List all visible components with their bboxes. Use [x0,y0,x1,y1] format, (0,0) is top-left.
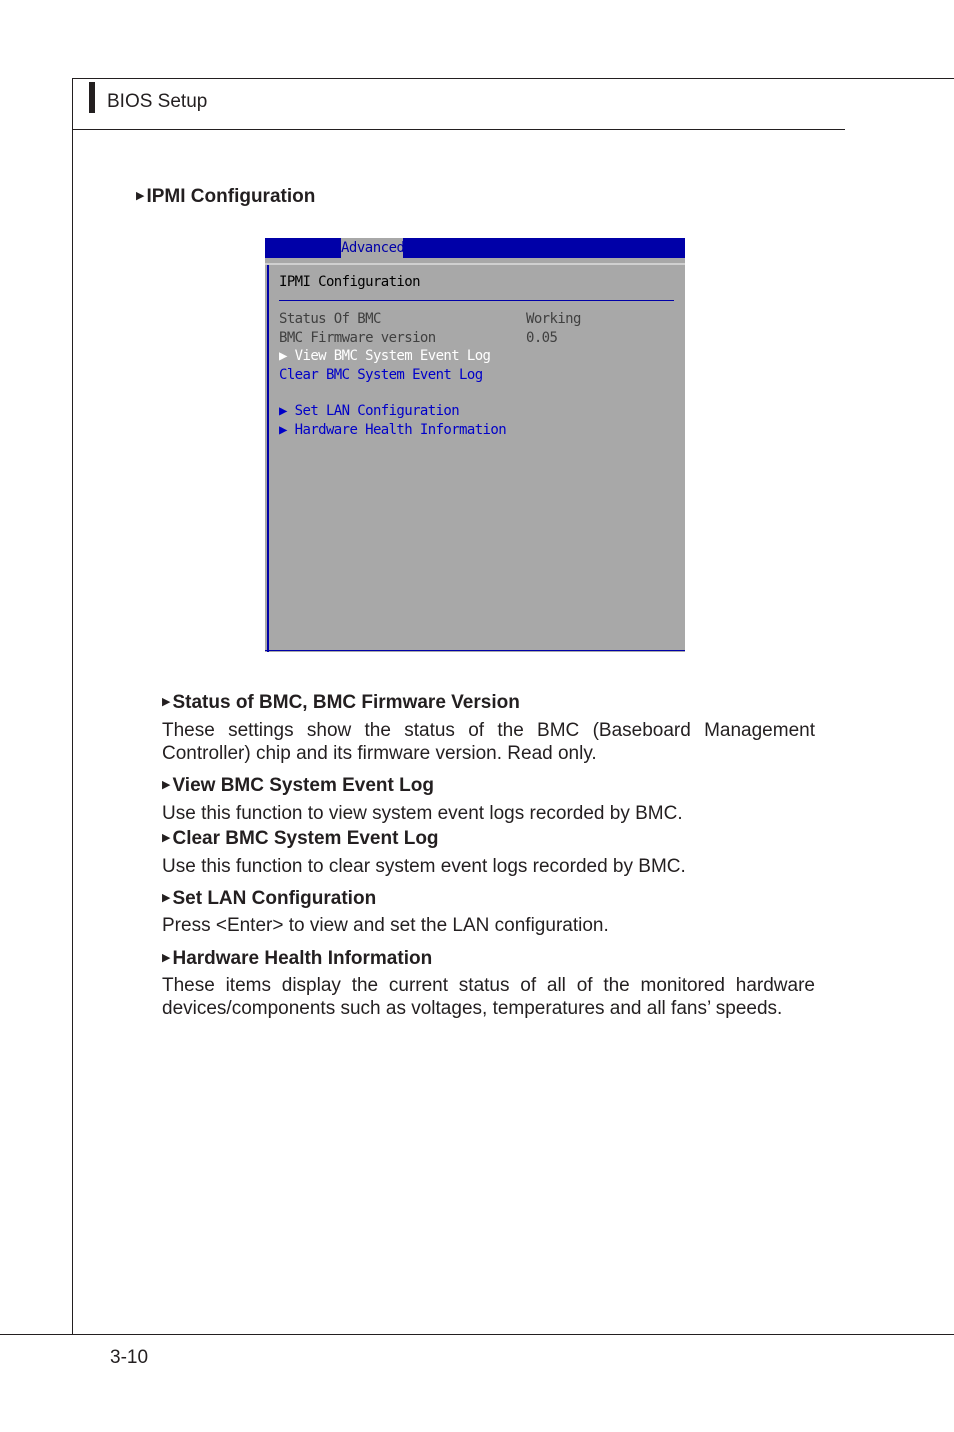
bios-panel-border [265,263,685,265]
page-top-rule [72,78,954,79]
triangle-bullet-icon: ▶ [162,696,171,708]
triangle-bullet-icon: ▶ [136,190,145,202]
item-description-set-lan-configuration: Press <Enter> to view and set the LAN configuration. [162,915,609,936]
header-rule [72,129,845,130]
bios-item-hardware-health-information[interactable]: ▶ Hardware Health Information [279,422,507,438]
bios-row-status-of-bmc: Status Of BMC [279,311,381,327]
item-heading-clear-bmc-event-log [162,828,439,850]
item-description-status-of-bmc: These settings show the status of the BMC (Baseboard Management Controller) chip and its firmware version. Read only. [162,720,815,764]
bios-title-divider [279,300,674,301]
bios-row-bmc-firmware-version: BMC Firmware version [279,330,436,346]
bios-tab-advanced[interactable]: Advanced [341,240,405,256]
bios-panel-left-border [267,265,269,652]
triangle-bullet-icon: ▶ [162,892,171,904]
bios-value-status-of-bmc: Working [526,311,581,327]
footer-rule [0,1334,954,1335]
item-heading-label: Status of BMC, BMC Firmware Version [172,692,520,713]
item-heading-label: Hardware Health Information [172,948,433,969]
page-number: 3-10 [110,1347,149,1368]
item-heading-status-of-bmc [162,692,520,714]
triangle-bullet-icon: ▶ [162,779,171,791]
item-heading-set-lan-configuration [162,888,376,910]
bios-panel-title: IPMI Configuration [279,274,420,290]
item-description-hardware-health-information: These items display the current status of all of the monitored hardware devices/components such as voltages, temperatures and all fans’ speeds. [162,975,815,1019]
bios-value-bmc-firmware-version: 0.05 [526,330,558,346]
bios-menu-bar [265,238,685,258]
running-header: BIOS Setup [107,91,208,112]
page-left-rule [72,78,73,1335]
header-marker [89,82,95,113]
item-heading-label: Clear BMC System Event Log [172,828,439,849]
item-description-view-bmc-event-log: Use this function to view system event logs recorded by BMC. [162,803,683,824]
item-description-clear-bmc-event-log: Use this function to clear system event logs recorded by BMC. [162,856,686,877]
bios-item-set-lan-configuration[interactable]: ▶ Set LAN Configuration [279,403,460,419]
section-heading [136,186,315,208]
item-heading-hardware-health-information [162,948,432,970]
bios-screenshot [265,238,685,652]
triangle-bullet-icon: ▶ [162,832,171,844]
item-heading-label: Set LAN Configuration [172,888,377,909]
item-heading-label: View BMC System Event Log [172,775,434,796]
bios-item-clear-bmc-event-log[interactable]: Clear BMC System Event Log [279,367,483,383]
triangle-bullet-icon: ▶ [162,952,171,964]
section-heading-label: IPMI Configuration [146,186,316,207]
bios-item-view-bmc-event-log[interactable]: ▶ View BMC System Event Log [279,348,491,364]
bios-panel-bottom-border [265,650,685,651]
item-heading-view-bmc-event-log [162,775,434,797]
